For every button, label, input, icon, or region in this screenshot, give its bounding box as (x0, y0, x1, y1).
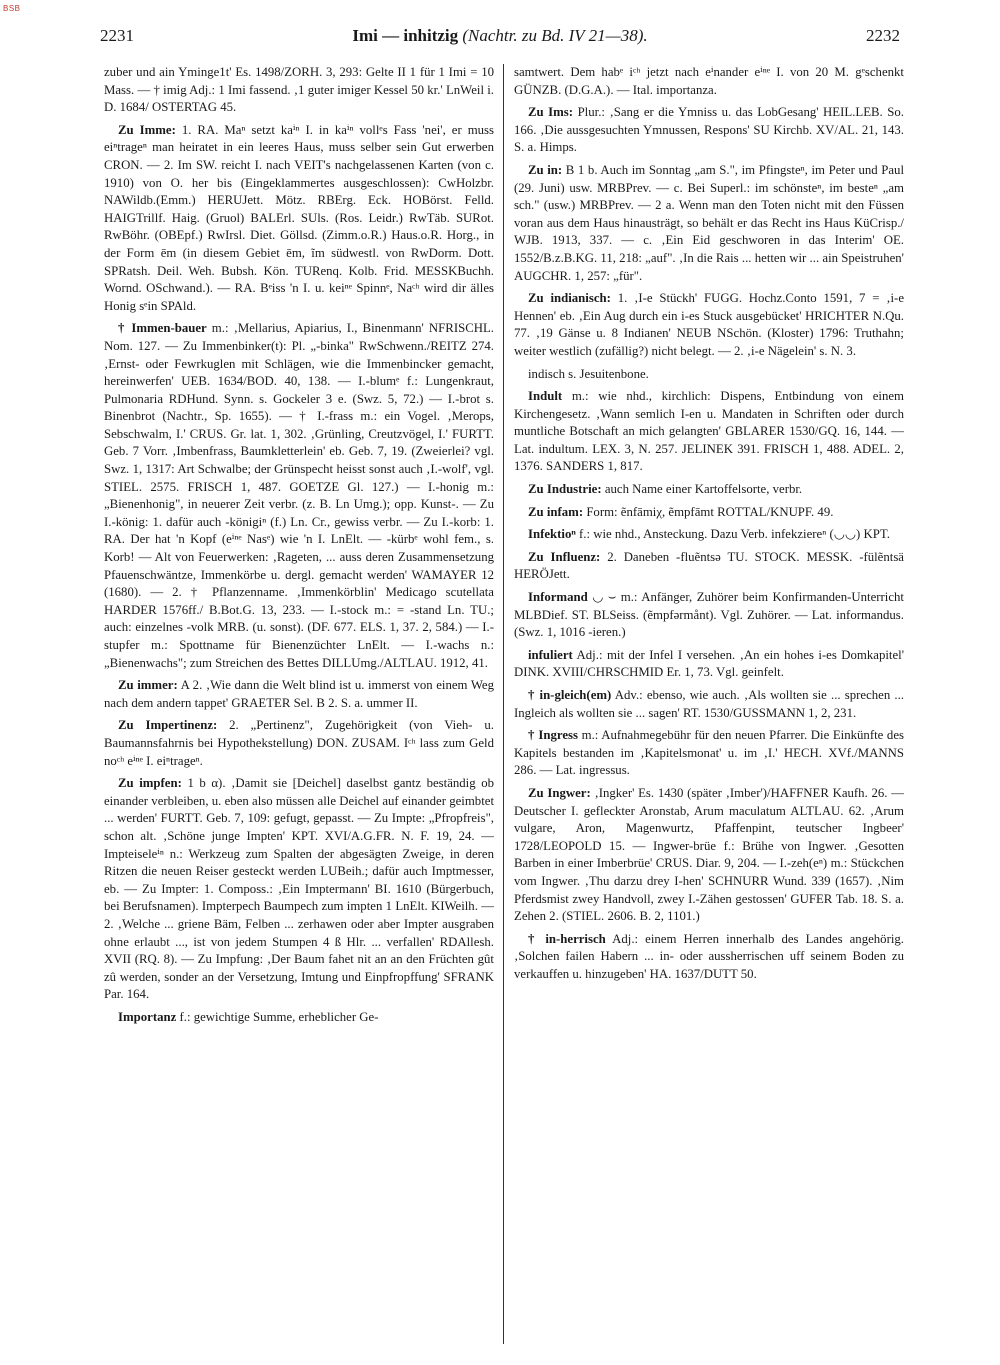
dictionary-entry (514, 549, 904, 584)
entry-text: Adv.: ebenso, wie auch. ‚Als wollten sie ... sprechen ... Ingleich als wollten sie ... sagen' RT. 1530/GUSSMANN 1, 2, 231. (514, 688, 904, 720)
running-title-italic: (Nachtr. zu Bd. IV 21—38). (462, 26, 648, 45)
dictionary-entry (104, 717, 494, 770)
dictionary-entry (104, 677, 494, 712)
dictionary-entry (514, 589, 904, 642)
dictionary-entry (514, 727, 904, 780)
entry-headword: Zu impfen: (118, 776, 182, 791)
entry-text: samtwert. Dem habᵉ iᶜʰ jetzt nach eⁱnander eⁱⁿᵉ I. von 20 M. gᵉschenkt GÜNZB. (D.G.A.). — Ital. importanza. (514, 65, 904, 97)
entry-text: A 2. ‚Wie dann die Welt blind ist u. immerst von einem Weg nach dem andern tappet' GRAETER Sel. B 2. S. a. ummer II. (104, 678, 494, 710)
dictionary-entry (514, 64, 904, 99)
entry-text: m.: Aufnahmegebühr für den neuen Pfarrer. Die Einkünfte des Kapitels bestanden im ‚Kapitelsmonat' u. im ‚I.' HECH. XVf./MANNS 286. — Lat. ingressus. (514, 728, 904, 778)
dictionary-entry (514, 366, 904, 384)
entry-headword: Zu Imme: (118, 122, 176, 137)
running-title-main: Imi — inhitzig (352, 26, 459, 45)
entry-headword: Zu immer: (118, 678, 178, 693)
entry-headword: † Ingress (528, 728, 578, 743)
page-header (100, 26, 900, 48)
entry-text: f.: gewichtige Summe, erheblicher Ge- (179, 1009, 379, 1024)
entry-text: Form: ẽnfāmiχ, ẽmpfāmt ROTTAL/KNUPF. 49. (586, 504, 834, 519)
entry-text: indisch s. Jesuitenbone. (528, 366, 649, 381)
entry-headword: Zu indianisch: (528, 291, 611, 306)
entry-headword: Indult (528, 389, 563, 404)
dictionary-entry (104, 775, 494, 1004)
dictionary-entry (514, 931, 904, 984)
entry-headword: † Immen-bauer (118, 321, 207, 336)
dictionary-entry (514, 687, 904, 722)
right-column (514, 64, 904, 1344)
entry-headword: Zu Impertinenz: (118, 718, 218, 733)
entry-headword: Importanz (118, 1009, 177, 1024)
entry-text: m.: wie nhd., kirchlich: Dispens, Entbindung von einem Kirchengesetz. ‚Wann semlich I-en u. Mandaten in Schriften oder durch muntliche Botschaft an mich gelangten' GBLARER 1530/GQ. 16, 144. — Lat. indultum. LEX. 3, N. 257. JELINEK 391. FRISCH 1, 488. ADEL. 2, 1376. SANDERS 1, 817. (514, 389, 904, 474)
entry-text: 1 b α). ‚Damit sie [Deichel] daselbst gantz beständig ob einander verbleiben, u. eben also müssen alle Deichel auf einander geimbtet ... werden' FURTT. Geb. 7, 109: gefugt, gepasst. — Zu Impte: „Pfropfreis", schon alt. ‚Schöne junge Impten' KPT. XVI/A.G.FR. N. F. 19, 24. — Impteiseleⁱⁿ n.: Werkzeug zum Spalten der abgesägten Zweige, in deren Ritzen die neuen Reiser gesteckt werden LUBeih.; dafür auch Imptmesser, eb. — Zu Impter: 1. Composs.: ‚Ein Imptermann' BI. 1610 (Bürgerbuch, bei Berufsnamen). Impterpech Baumpech zum impten 1 LnElt. KIWeilh. — 2. ‚Welche ... griene Bäm, Felben ... zerhawen oder aber Impter ausgraben ohne erlaubt ..., ist von jedem Stumpen 4 ß Hlr. ... verfallen' RDAllesh. XVII (RQ. 8). — Zu Impfung: ‚Der Baum fahet nit an an den Früchten gût zû werden, sonder an der Versetzung, Imtung und Einpfropffung' SFRANK Par. 164. (104, 776, 494, 1002)
running-title (100, 26, 900, 46)
entry-headword: Zu infam: (528, 504, 584, 519)
entry-text: Adj.: einem Herren innerhalb des Landes angehörig. ‚Solchen failen Habern ... in- oder aussherrischen uff seinem Boden zu verkauffen u. hinzugeben' HA. 1637/DUTT 50. (514, 931, 904, 981)
page-number-right: 2232 (866, 26, 900, 45)
dictionary-entry (514, 481, 904, 499)
dictionary-entry (104, 320, 494, 672)
entry-text: auch Name einer Kartoffelsorte, verbr. (604, 482, 803, 497)
dictionary-entry (514, 647, 904, 682)
library-stamp: BSB (3, 4, 21, 13)
entry-headword: infuliert (528, 647, 573, 662)
entry-headword: Zu Industrie: (528, 482, 602, 497)
entry-text: f.: wie nhd., Ansteckung. Dazu Verb. infekziereⁿ (◡◡) KPT. (579, 527, 890, 542)
dictionary-entry (514, 290, 904, 360)
entry-headword: † in-gleich(em) (528, 688, 612, 702)
dictionary-entry (514, 526, 904, 544)
entry-text: ‚Ingker' Es. 1430 (später ‚Imber')/HAFFNER Kaufh. 26. — Deutscher I. gefleckter Aronstab, Arum maculatum ALTLAU. 62. ‚Arum vulgare, Aron, Magenwurtz, Pfaffenpint, teutscher Ingbeer' 1728/LEOPOLD 15. — Ingwer-brüe f.: Brühe von Ingwer. ‚Gesotten Barben in einer Imberbrüe' CRUS. Diar. 9, 204. — I.-zeh(eⁿ) m.: Stückchen vom Ingwer. ‚Thu darzu drey I-hen' SCHNURR Wund. 339 (1657). ‚Nim Pferdsmist zwey Handvoll, zwey I.-Zähen gestossen' GUFER Tab. 18. S. a. Zehen 2. (STIEL. 2606. B. 2, 1101.) (514, 785, 904, 924)
column-divider (503, 64, 504, 1344)
entry-headword: Zu Ingwer: (528, 785, 591, 800)
entry-text: B 1 b. Auch im Sonntag „am S.", im Pfingsteⁿ, im Peter und Paul (29. Juni) usw. MRBPrev. — c. Bei Superl.: im schönsteⁿ, im besteⁿ „am sch." (usw.) MRBPrev. — 2 a. Wenn man den Toten nicht mit den Füssen voran aus dem Haus hinausträgt, so behält er das Recht ins Haus KüCrisp./ WJB. 1913, 337. — c. ‚Ein Eid geschworen in das Interim' OE. 1552/B.z.B.KG. 11, 218: „auf". ‚In die Rais ... hetten wir ... ain Speistruhen' AUGCHR. 1, 257: „für". (514, 162, 904, 283)
entry-headword: Zu Ims: (528, 105, 574, 120)
dictionary-entry (104, 64, 494, 117)
entry-headword: Zu in: (528, 162, 563, 177)
dictionary-entry (514, 104, 904, 157)
dictionary-entry (514, 785, 904, 926)
entry-text: 2. Daneben -fluẽntsə TU. STOCK. MESSK. -fülẽntsä HERÖJett. (514, 549, 904, 582)
entry-text: 2. „Pertinenz", Zugehörigkeit (von Vieh- u. Baumannsfahrnis bei Hypothekstellung) DON. ZUSAM. Iᶜʰ lass zum Geld noᶜʰ eⁱⁿᵉ I. eiⁿtrageⁿ. (104, 718, 494, 768)
entry-headword: Informand (528, 590, 588, 605)
entry-text: ◡ ⌣ m.: Anfänger, Zuhörer beim Konfirmanden-Unterricht MLBDief. ST. BLSeiss. (ẽmpfərmånt). Vgl. Zuhörer. — Lat. informandus. (Swz. 1, 1016 -ieren.) (514, 590, 904, 640)
dictionary-entry (104, 1009, 494, 1027)
dictionary-entry (514, 162, 904, 285)
left-column (104, 64, 494, 1344)
dictionary-entry (104, 122, 494, 316)
entry-text: zuber und ain Yminge1t' Es. 1498/ZORH. 3, 293: Gelte II 1 für 1 Imi = 10 Mass. — † imig Adj.: 1 Imi fassend. ‚1 guter imiger Kessel 50 kr.' LnWeil i. D. 1684/ OSTERTAG 45. (104, 65, 494, 115)
entry-headword: Zu Influenz: (528, 549, 601, 564)
entry-text: 1. RA. Maⁿ setzt kaⁱⁿ I. in kaⁱⁿ vollᵉs Fass 'nei', er muss eiⁿtrageⁿ man heiratet in ein leeres Haus, muss selber sein Gut erwerben CRON. — 2. Im SW. reicht I. nach VEIT's nachgelassenen Karten (von c. 1910) von O. her bis (Eingeklammertes ausgeschlossen): CwHolzbr. NAWildb.(Emm.) HERUJett. Mötz. RBErg. Eck. HOBörst. Felld. HAIGTrillf. Haig. (Gruol) BALErl. SUls. (Ros. Leidr.) RwTäb. SURot. RwBöhr. (OBEpf.) RwIrsl. Diet. Göllsd. (Zimm.o.R.) Haus.o.R. Horg., in der Form ēm (in diesem Gebiet ēm, ĩm südwestl. von RwDorm. Dott. SPRatsh. Deil. Weh. Bubsh. Kön. TURenq. Kolb. Frid. MESSKBuchh. Wornd. OSchwand.). — RA. Bᵉiss 'n I. u. keiⁿᵉ Spinnᵉ, Naᶜʰ wird dir älles Honig sᵉin SPAld. (104, 122, 494, 313)
dictionary-entry (514, 504, 904, 522)
entry-text: Adj.: mit der Infel I versehen. ‚An ein hohes i-es Domkapitel' DINK. XVIII/CHRSCHMID Er. 1, 73. Vgl. geinfelt. (514, 647, 904, 680)
entry-text: 1. ‚I-e Stückh' FUGG. Hochz.Conto 1591, 7 = ‚i-e Hennen' eb. ‚Ein Aug durch ein i-es Stuck ausgebücket' HRICHTER N.Qu. 77. ‚19 Gänse u. 8 Indianen' NEUB NSchön. (Kloster) 1796: Truthahn; weiter westlich (zufällig?) nicht belegt. — 2. ‚i-e Nägelein' s. N. 3. (514, 291, 904, 358)
dictionary-columns (104, 64, 904, 1344)
entry-text: m.: ‚Mellarius, Apiarius, I., Binenmann' NFRISCHL. Nom. 127. — Zu Immenbinker(t): Pl. „-binka" RwSchwenn./REITZ 274. ‚Ernst- oder Fewrkuglen mit Schlägen, wie die Immenbincker gemacht, hereinwerfen' UEB. 1634/BOD. 40, 138. — I.-blumᵉ f.: Lungenkraut, Pulmonaria RDHund. Synn. s. Gockeler 3 e. (Swz. 5, 72.) — I.-brot s. Binenbrot (Nachtr., Sp. 1655). — † I.-frass m.: ein Vogel. ‚Merops, Sebschwalm, I.' CRUS. Gr. lat. 1, 302. ‚Grünling, Creutzvögel, I.' FURTT. Geb. 7 Vorr. ‚Imbenfrass, Baumkletterlein' eb. Geb. 7, 19. (Zweierlei? vgl. Swz. 1, 1317: Art Schwalbe; der Grünspecht heisst sonst auch ‚I.-wolf', vgl. STIEL. 2575. FRISCH 1, 487. GOETZE Gl. 127.) — I.-honig m.: „Bienenhonig", in neuerer Zeit verbr. (z. B. Ln Umg.); opp. Kunst-. — Zu I.-könig: 1. dafür auch -königiⁿ (f.) Ln. Cr., gewiss verbr. — Zu I.-korb: 1. RA. Der hat 'n Kopf (eⁱⁿᵉ Nasᵉ) wie 'n I. LnElt. — -kürbᵉ wohl fem., s. Korb! — Alt von Feuerwerken: ‚Rageten, ... auss deren Zusammensetzung Pfauenschwäntze, Immenkörbe u. dergl. gemacht werden' WAMAYER 12 (1680). — 2. † Pflanzenname. ‚Immenkörblin' Medicago scutellata HARDER 1576ff./ B.Bot.G. 13, 233. — I.-stock m.: = -stand Ln. TU.; auch: einzelnes -volk MRB. (u. sonst). (DF. 677. ELS. 1, 37. 2, 584.) — I.-stupfer m.: Spottname für Bienenzüchter LnElt. — I.-wachs n.: „Bienenwachs"; zum Streichen des Bettes DILLUmg./ALTLAU. 1912, 41. (104, 321, 494, 670)
entry-headword: Infektioⁿ (528, 527, 576, 542)
dictionary-entry (514, 388, 904, 476)
entry-headword: † in-herrisch (528, 931, 606, 946)
page-number-left: 2231 (100, 26, 134, 45)
entry-text: Plur.: ‚Sang er die Ymniss u. das LobGesang' HEIL.LEB. So. 166. ‚Die aussgesuchten Ymnussen, Respons' SU Kirchb. XV/AL. 21, 143. S. a. Himps. (514, 105, 904, 155)
